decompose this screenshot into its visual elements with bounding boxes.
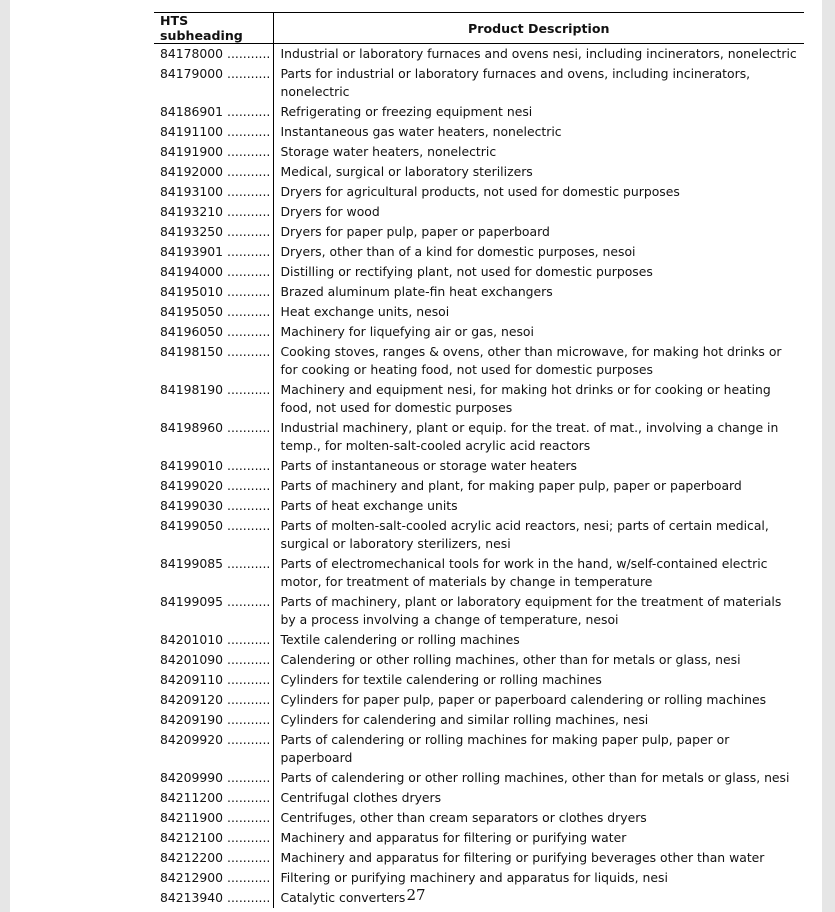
product-description: Centrifugal clothes dryers	[280, 790, 442, 805]
column-header-hts-subheading: HTS subheading	[154, 13, 273, 44]
hts-code: 84199030 ...........	[154, 496, 273, 516]
product-description: Instantaneous gas water heaters, nonelectric	[280, 124, 562, 139]
product-description: Textile calendering or rolling machines	[280, 632, 520, 647]
product-description: Cylinders for calendering and similar rolling machines, nesi	[280, 712, 649, 727]
product-description: Parts of machinery and plant, for making paper pulp, paper or paperboard	[280, 478, 742, 493]
hts-code: 84212100 ...........	[154, 828, 273, 848]
table-row	[154, 848, 804, 868]
table-row	[154, 262, 804, 282]
table-row	[154, 828, 804, 848]
table-row	[154, 554, 804, 592]
product-description: Medical, surgical or laboratory sterilizers	[280, 164, 533, 179]
product-description: Heat exchange units, nesoi	[280, 304, 450, 319]
table-row	[154, 592, 804, 630]
hts-code: 84209920 ...........	[154, 730, 273, 768]
hts-code: 84212900 ...........	[154, 868, 273, 888]
table-row	[154, 868, 804, 888]
product-description: Parts of molten-salt-cooled acrylic acid reactors, nesi; parts of certain medical, surgical or laboratory sterilizers, nesi	[280, 518, 769, 551]
hts-code: 84213940 ...........	[154, 888, 273, 908]
table-row	[154, 496, 804, 516]
product-description: Parts of instantaneous or storage water heaters	[280, 458, 578, 473]
product-description: Parts for industrial or laboratory furnaces and ovens, including incinerators, nonelectric	[280, 66, 751, 99]
hts-code: 84209110 ...........	[154, 670, 273, 690]
hts-code: 84198190 ...........	[154, 380, 273, 418]
product-description: Dryers, other than of a kind for domestic purposes, nesoi	[280, 244, 636, 259]
hts-code: 84191100 ...........	[154, 122, 273, 142]
column-header-product-description: Product Description	[273, 13, 804, 44]
hts-code: 84198960 ...........	[154, 418, 273, 456]
product-description: Parts of machinery, plant or laboratory equipment for the treatment of materials by a process involving a change of temperature, nesoi	[280, 594, 782, 627]
table-row	[154, 768, 804, 788]
product-description: Industrial machinery, plant or equip. for the treat. of mat., involving a change in temp., for molten-salt-cooled acrylic acid reactors	[280, 420, 779, 453]
hts-code: 84193901 ...........	[154, 242, 273, 262]
product-description: Cylinders for textile calendering or rolling machines	[280, 672, 602, 687]
table-row	[154, 808, 804, 828]
hts-code: 84211200 ...........	[154, 788, 273, 808]
hts-code: 84195050 ...........	[154, 302, 273, 322]
product-description: Parts of heat exchange units	[280, 498, 458, 513]
product-description: Machinery for liquefying air or gas, nesoi	[280, 324, 534, 339]
product-description: Distilling or rectifying plant, not used for domestic purposes	[280, 264, 653, 279]
product-description: Machinery and equipment nesi, for making hot drinks or for cooking or heating food, not used for domestic purposes	[280, 382, 771, 415]
table-row	[154, 102, 804, 122]
product-description: Parts of calendering or rolling machines for making paper pulp, paper or paperboard	[280, 732, 730, 765]
product-description: Filtering or purifying machinery and apparatus for liquids, nesi	[280, 870, 668, 885]
hts-code: 84199020 ...........	[154, 476, 273, 496]
hts-code: 84199095 ...........	[154, 592, 273, 630]
hts-code: 84211900 ...........	[154, 808, 273, 828]
product-description: Parts of electromechanical tools for work in the hand, w/self-contained electric motor, for treatment of materials by change in temperature	[280, 556, 768, 589]
hts-code: 84194000 ...........	[154, 262, 273, 282]
table-header	[154, 13, 804, 44]
table-row	[154, 418, 804, 456]
product-description: Centrifuges, other than cream separators or clothes dryers	[280, 810, 647, 825]
hts-code: 84201090 ...........	[154, 650, 273, 670]
table-row	[154, 710, 804, 730]
table-row	[154, 122, 804, 142]
hts-code: 84195010 ...........	[154, 282, 273, 302]
table-row	[154, 242, 804, 262]
table-row	[154, 162, 804, 182]
hts-code: 84199010 ...........	[154, 456, 273, 476]
hts-code: 84193250 ...........	[154, 222, 273, 242]
table-row	[154, 202, 804, 222]
hts-code: 84198150 ...........	[154, 342, 273, 380]
hts-code: 84196050 ...........	[154, 322, 273, 342]
hts-code: 84179000 ...........	[154, 64, 273, 102]
table-row	[154, 730, 804, 768]
table-row	[154, 456, 804, 476]
table-row	[154, 222, 804, 242]
table-row	[154, 302, 804, 322]
product-description: Parts of calendering or other rolling machines, other than for metals or glass, nesi	[280, 770, 790, 785]
table-body	[154, 44, 804, 909]
product-description: Dryers for wood	[280, 204, 380, 219]
product-description: Machinery and apparatus for filtering or purifying beverages other than water	[280, 850, 765, 865]
product-description: Cylinders for paper pulp, paper or paperboard calendering or rolling machines	[280, 692, 767, 707]
table-row	[154, 690, 804, 710]
table-row	[154, 670, 804, 690]
table-row	[154, 380, 804, 418]
table-row	[154, 650, 804, 670]
hts-code: 84209990 ...........	[154, 768, 273, 788]
hts-code: 84209120 ...........	[154, 690, 273, 710]
table-row	[154, 282, 804, 302]
hts-code: 84192000 ...........	[154, 162, 273, 182]
product-description: Catalytic converters	[280, 890, 406, 905]
product-description: Industrial or laboratory furnaces and ovens nesi, including incinerators, nonelectric	[280, 46, 797, 61]
table-row	[154, 476, 804, 496]
product-description: Storage water heaters, nonelectric	[280, 144, 497, 159]
hts-code: 84209190 ...........	[154, 710, 273, 730]
table-row	[154, 322, 804, 342]
hts-code: 84212200 ...........	[154, 848, 273, 868]
hts-code: 84178000 ...........	[154, 44, 273, 65]
product-description: Dryers for paper pulp, paper or paperboard	[280, 224, 550, 239]
product-description: Cooking stoves, ranges & ovens, other than microwave, for making hot drinks or for cooking or heating food, not used for domestic purposes	[280, 344, 782, 377]
product-description: Brazed aluminum plate-fin heat exchangers	[280, 284, 553, 299]
table-row	[154, 44, 804, 65]
table-row	[154, 182, 804, 202]
product-description: Calendering or other rolling machines, other than for metals or glass, nesi	[280, 652, 741, 667]
page-number: 27	[406, 886, 426, 904]
hts-table	[154, 12, 804, 908]
hts-code: 84193100 ...........	[154, 182, 273, 202]
table-row	[154, 516, 804, 554]
hts-code: 84199085 ...........	[154, 554, 273, 592]
product-description: Dryers for agricultural products, not used for domestic purposes	[280, 184, 680, 199]
hts-code: 84193210 ...........	[154, 202, 273, 222]
table-row	[154, 142, 804, 162]
table-row	[154, 64, 804, 102]
table-row	[154, 630, 804, 650]
product-description: Machinery and apparatus for filtering or purifying water	[280, 830, 627, 845]
hts-code: 84201010 ...........	[154, 630, 273, 650]
hts-code: 84186901 ...........	[154, 102, 273, 122]
table-row	[154, 788, 804, 808]
product-description: Refrigerating or freezing equipment nesi	[280, 104, 533, 119]
document-page	[10, 0, 822, 912]
hts-code: 84199050 ...........	[154, 516, 273, 554]
hts-code: 84191900 ...........	[154, 142, 273, 162]
table-row	[154, 342, 804, 380]
